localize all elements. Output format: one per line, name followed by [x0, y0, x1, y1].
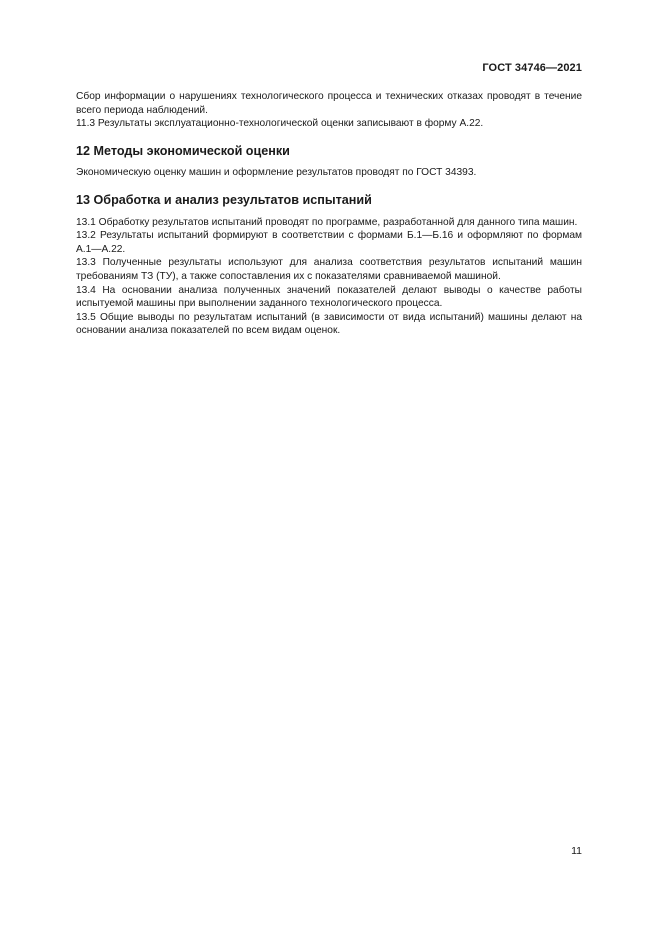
section-title-13: 13 Обработка и анализ результатов испытаний — [76, 192, 372, 207]
paragraph-13-4 — [76, 284, 582, 311]
document-header: ГОСТ 34746—2021 — [482, 62, 582, 74]
paragraph-text: 11.3 Результаты эксплуатационно-технологической оценки записывают в форму А.22. — [76, 118, 484, 130]
paragraph-text: 13.5 Общие выводы по результатам испытаний (в зависимости от вида испытаний) машины делают на основании анализа показателей по всем видам оценок. — [76, 311, 582, 337]
paragraph-11-2-continuation — [76, 90, 582, 117]
paragraph-text: Сбор информации о нарушениях технологического процесса и технических отказах проводят в течение всего периода наблюдений. — [76, 91, 582, 116]
section-title-12: 12 Методы экономической оценки — [76, 143, 290, 158]
page-number: 11 — [571, 845, 582, 857]
paragraph-13-1 — [76, 216, 582, 230]
paragraph-11-3 — [76, 117, 582, 131]
paragraph-13-2 — [76, 229, 582, 256]
document-body — [76, 90, 582, 338]
paragraph-text: 13.2 Результаты испытаний формируют в соответствии с формами Б.1—Б.16 и оформляют по формам А.1—А.22. — [76, 230, 582, 255]
paragraph-text: 13.1 Обработку результатов испытаний проводят по программе, разработанной для данного типа машин. — [76, 216, 578, 228]
paragraph-13-3 — [76, 256, 582, 283]
paragraph-text: Экономическую оценку машин и оформление результатов проводят по ГОСТ 34393. — [76, 167, 477, 179]
paragraph-text: 13.3 Полученные результаты используют для анализа соответствия результатов испытаний машин требованиям ТЗ (ТУ), а также сопоставления их с показателями сравниваемой машиной. — [76, 257, 582, 282]
paragraph-text: 13.4 На основании анализа полученных значений показателей делают выводы о качестве работы испытуемой машины при выполнении заданного технологического процесса. — [76, 284, 582, 310]
paragraph-13-5 — [76, 311, 582, 338]
paragraph-12 — [76, 166, 582, 180]
